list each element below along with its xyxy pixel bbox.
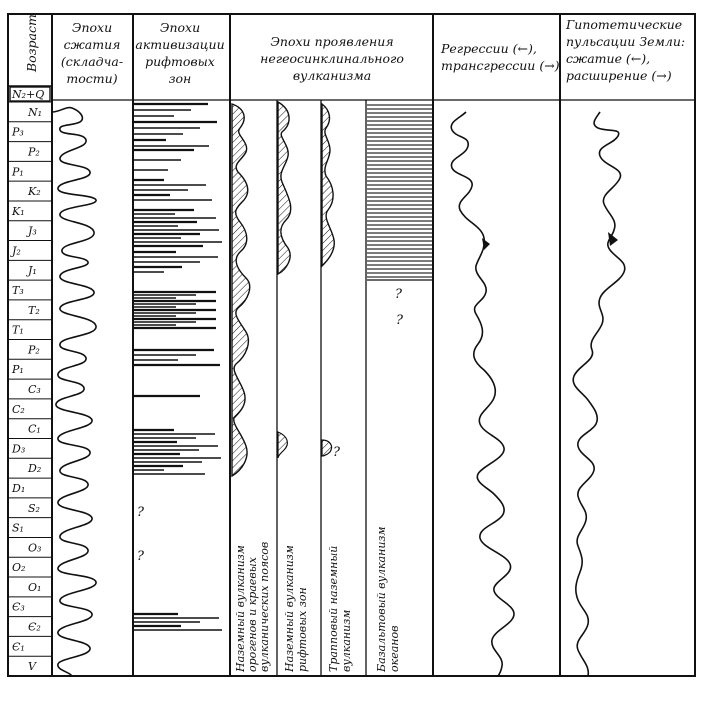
compression-header-line-1: Эпохи (71, 20, 113, 35)
header-age (24, 14, 39, 73)
volcanism-labels (234, 526, 401, 673)
compression-curve (52, 108, 96, 676)
age-label: Є₁ (12, 640, 25, 654)
age-label: V (28, 660, 36, 674)
age-label: N₁ (28, 105, 43, 119)
rift-volcanism-shape-lower (278, 432, 287, 458)
pulsation-header-line-4: расширение (→) (566, 68, 672, 83)
orogenic-label-line-3: вулканических поясов (258, 541, 271, 672)
oceanic-label-line-1: Базальтовый вулканизм (375, 526, 388, 672)
orogenic-label-line-1: Наземный вулканизм (234, 545, 247, 672)
header-rift (135, 20, 224, 86)
outer-frame (8, 14, 695, 676)
age-label: P₂ (28, 343, 40, 357)
pulsation-header-line-3: сжатие (←), (566, 51, 651, 66)
regression-curve (451, 112, 514, 676)
regression-header-line-2: трансгрессии (→) (441, 58, 560, 73)
pulsation-header-line-1: Гипотетические (566, 17, 683, 32)
age-label: T₂ (28, 303, 40, 317)
volcanism-header-line-1: Эпохи проявления (270, 34, 394, 49)
pulsation-curve (573, 112, 625, 676)
age-label: P₂ (28, 145, 40, 159)
age-label: C₂ (12, 402, 25, 416)
age-label: O₂ (12, 561, 26, 575)
header-compression (61, 20, 123, 86)
age-label: P₁ (12, 363, 24, 377)
age-column (8, 86, 52, 673)
compression-header-line-4: тости) (66, 71, 118, 86)
compression-header-line-2: сжатия (63, 37, 121, 52)
trap-label-line-2: вулканизм (340, 609, 353, 672)
rift-question-mark-upper: ? (137, 505, 144, 520)
header-regression (440, 41, 560, 73)
age-label: O₁ (28, 580, 42, 594)
age-label: D₃ (12, 442, 26, 456)
age-label: S₂ (28, 501, 40, 515)
orogenic-volcanism-shape (232, 104, 250, 476)
orogenic-label-line-2: орогенов и краевых (246, 557, 259, 672)
pulsation-header-line-2: пульсации Земли: (566, 34, 686, 49)
oceanic-label-line-2: океанов (388, 625, 401, 672)
trap-volcanism-shape (322, 104, 334, 266)
age-label: J₁ (28, 264, 37, 278)
age-label: O₃ (28, 541, 42, 555)
compression-header-line-3: (складча- (60, 54, 124, 69)
age-label: J₂ (12, 244, 21, 258)
age-label: C₃ (28, 383, 41, 396)
trap-volcanism-shape-lower (322, 440, 332, 456)
age-label: D₂ (28, 462, 42, 476)
rift-volcanism-shape (278, 102, 291, 274)
rift-bars (134, 104, 222, 630)
rift-question-mark-lower: ? (137, 549, 144, 564)
age-label: D₁ (12, 481, 26, 495)
rift-header-line-1: Эпохи (159, 20, 201, 35)
oceanic-volcanism-block (367, 104, 432, 280)
age-label: Є₂ (28, 620, 41, 634)
age-label: J₃ (28, 224, 37, 238)
volcanism-header-line-2: негеосинклинального (260, 51, 404, 66)
trap-question-mark: ? (333, 445, 340, 460)
header-volcanism (260, 34, 404, 83)
age-label: N₂+Q (12, 88, 45, 101)
age-label: T₃ (12, 284, 24, 298)
oceanic-question-mark-lower: ? (396, 313, 403, 328)
trap-label-line-1: Трапповый наземный (327, 545, 340, 672)
rift-volcanism-label-line-2: рифтовых зон (296, 587, 309, 672)
age-header: Возраст (24, 14, 39, 72)
age-label: K₂ (28, 185, 41, 199)
oceanic-question-mark-upper: ? (395, 287, 402, 302)
rift-header-line-2: активизации (135, 37, 225, 52)
age-label: P₁ (12, 165, 24, 179)
age-label: S₁ (12, 521, 24, 535)
age-label: T₁ (12, 323, 24, 337)
age-label: C₁ (28, 422, 41, 436)
header-pulsation (565, 17, 685, 83)
age-label: Є₃ (12, 600, 25, 614)
rift-volcanism-label-line-1: Наземный вулканизм (283, 545, 296, 672)
regression-header-line-1: Регрессии (←), (441, 41, 537, 56)
age-label: P₃ (12, 125, 24, 139)
rift-header-line-4: зон (168, 71, 192, 86)
volcanism-header-line-3: вулканизма (292, 68, 372, 83)
age-label: K₁ (12, 204, 25, 218)
rift-header-line-3: рифтовых (145, 54, 215, 69)
